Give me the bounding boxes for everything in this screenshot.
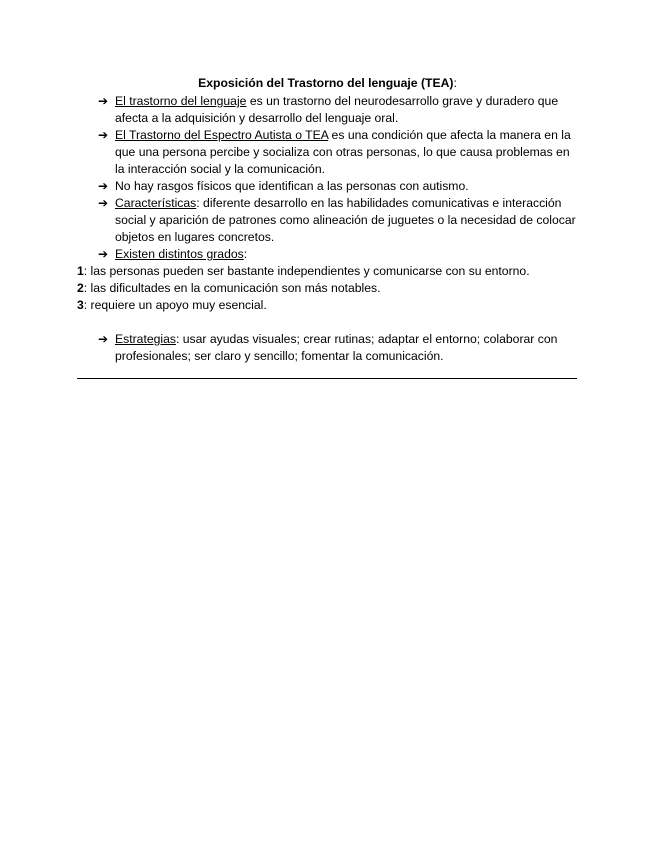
- arrow-bullet-icon: ➔: [98, 196, 109, 210]
- arrow-bullet-icon: ➔: [98, 247, 109, 261]
- arrow-bullet-icon: ➔: [98, 332, 109, 346]
- grade-number: 3: [77, 298, 84, 312]
- document-title: [0, 75, 655, 92]
- horizontal-rule: [77, 378, 577, 379]
- title-text: Exposición del Trastorno del lenguaje (TEA): [198, 76, 454, 90]
- bullet-term: Estrategias: [115, 332, 176, 346]
- grades-list: [77, 263, 597, 314]
- bullet-term: Características: [115, 196, 197, 210]
- bullet-item-rasgos-fisicos: [98, 178, 578, 195]
- grade-number: 2: [77, 281, 84, 295]
- bullet-list: [98, 93, 578, 263]
- bullet-item-tea: [98, 127, 578, 178]
- grade-item: [77, 297, 597, 314]
- bullet-item-grados: [98, 246, 578, 263]
- bullet-text: : usar ayudas visuales; crear rutinas; adaptar el entorno; colaborar con profesionales; ser claro y sencillo; fomentar la comunicación.: [115, 332, 558, 363]
- grade-text: : requiere un apoyo muy esencial.: [83, 298, 267, 312]
- bullet-text: es una condición que afecta la manera en la que una persona percibe y socializa con otras personas, lo que causa problemas en la interacción social y la comunicación.: [115, 128, 571, 176]
- arrow-bullet-icon: ➔: [98, 94, 109, 108]
- grade-item: [77, 280, 597, 297]
- arrow-bullet-icon: ➔: [98, 128, 109, 142]
- grade-item: [77, 263, 597, 280]
- bullet-item-trastorno-lenguaje: [98, 93, 578, 127]
- bullet-term: El Trastorno del Espectro Autista o TEA: [115, 128, 329, 142]
- bullet-text: es un trastorno del neurodesarrollo grave y duradero que afecta a la adquisición y desarrollo del lenguaje oral.: [115, 94, 559, 125]
- bullet-text: : diferente desarrollo en las habilidades comunicativas e interacción social y aparición de patrones como alineación de juguetes o la necesidad de colocar objetos en lugares concretos.: [115, 196, 576, 244]
- grade-text: : las personas pueden ser bastante independientes y comunicarse con su entorno.: [83, 264, 530, 278]
- grade-number: 1: [77, 264, 84, 278]
- bullet-text: :: [243, 247, 248, 261]
- bullet-text: No hay rasgos físicos que identifican a las personas con autismo.: [115, 179, 469, 193]
- title-suffix: :: [453, 76, 457, 90]
- bullet-item-estrategias: [98, 331, 578, 365]
- bullet-term: Existen distintos grados: [115, 247, 244, 261]
- grade-text: : las dificultades en la comunicación son más notables.: [83, 281, 381, 295]
- arrow-bullet-icon: ➔: [98, 179, 109, 193]
- bullet-term: El trastorno del lenguaje: [115, 94, 247, 108]
- bullet-item-caracteristicas: [98, 195, 578, 246]
- strategies-section: [98, 331, 578, 365]
